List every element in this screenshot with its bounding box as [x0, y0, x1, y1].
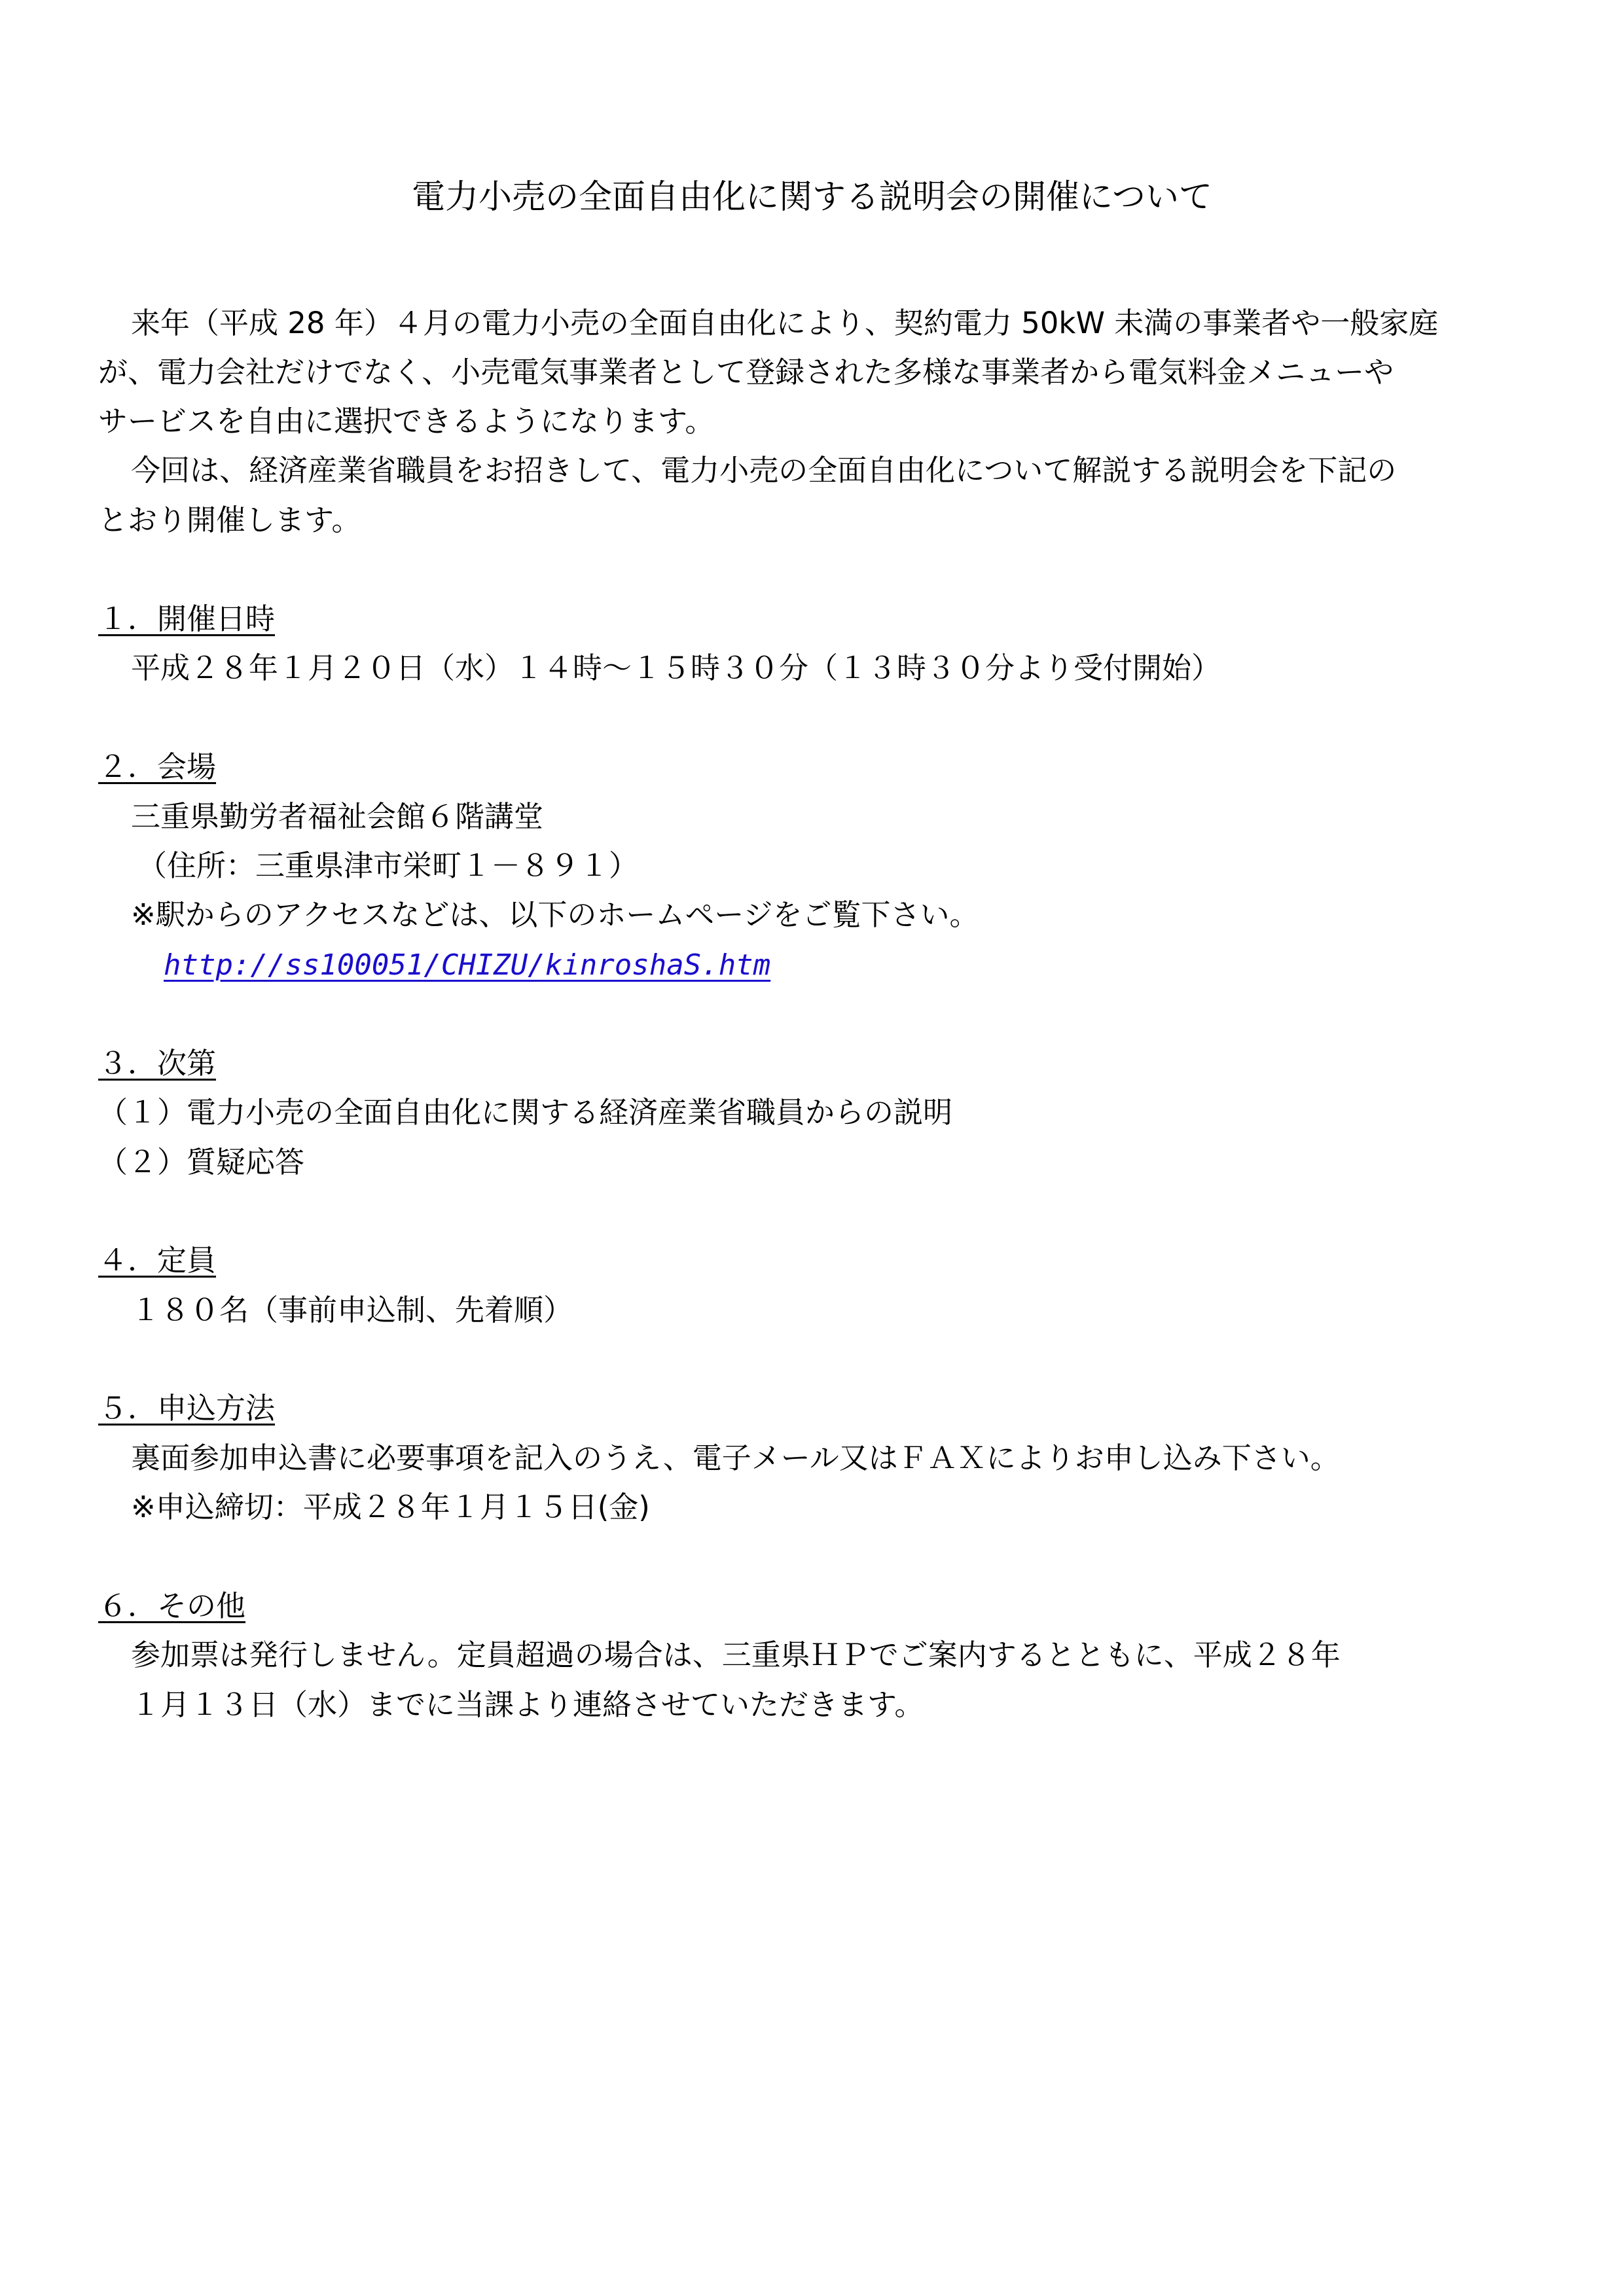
- intro-line-5: とおり開催します。: [98, 503, 361, 537]
- application-text: 裏面参加申込書に必要事項を記入のうえ、電子メール又はＦＡＸによりお申し込み下さい。: [131, 1441, 1340, 1475]
- section-datetime-text: 平成２８年１月２０日（水）１４時～１５時３０分（１３時３０分より受付開始）: [131, 651, 1221, 685]
- application-deadline: ※申込締切：平成２８年１月１５日(金): [131, 1490, 650, 1524]
- venue-name: 三重県勤労者福祉会館６階講堂: [131, 799, 544, 834]
- venue-access-note: ※駅からのアクセスなどは、以下のホームページをご覧下さい。: [131, 897, 979, 932]
- program-item-1: （１）電力小売の全面自由化に関する経済産業省職員からの説明: [98, 1095, 953, 1130]
- capacity-text: １８０名（事前申込制、先着順）: [131, 1293, 573, 1327]
- other-line-1: 参加票は発行しません。定員超過の場合は、三重県ＨＰでご案内するとともに、平成２８年: [131, 1638, 1341, 1672]
- section-capacity-heading: ４．定員: [98, 1243, 217, 1278]
- document-title: 電力小売の全面自由化に関する説明会の開催について: [412, 178, 1212, 217]
- section-datetime-heading: １．開催日時: [98, 601, 276, 636]
- other-line-2: １月１３日（水）までに当課より連絡させていただきます。: [131, 1687, 924, 1722]
- section-program-heading: ３．次第: [98, 1046, 217, 1081]
- program-item-2: （２）質疑応答: [98, 1145, 305, 1179]
- venue-url-link[interactable]: http://ss100051/CHIZU/kinroshaS.htm: [164, 948, 771, 982]
- intro-line-3: サービスを自由に選択できるようになります。: [98, 404, 715, 439]
- section-other-heading: ６．その他: [98, 1588, 246, 1623]
- section-application-heading: ５．申込方法: [98, 1391, 276, 1426]
- section-venue-heading: ２．会場: [98, 749, 217, 784]
- intro-line-4: 今回は、経済産業省職員をお招きして、電力小売の全面自由化について解説する説明会を下記の: [131, 453, 1397, 488]
- intro-line-2: が、電力会社だけでなく、小売電気事業者として登録された多様な事業者から電気料金メニューや: [98, 355, 1394, 389]
- intro-line-1: 来年（平成 28 年）４月の電力小売の全面自由化により、契約電力 50kW 未満の事業者や一般家庭: [131, 306, 1439, 340]
- venue-address: （住所：三重県津市栄町１－８９１）: [137, 848, 639, 883]
